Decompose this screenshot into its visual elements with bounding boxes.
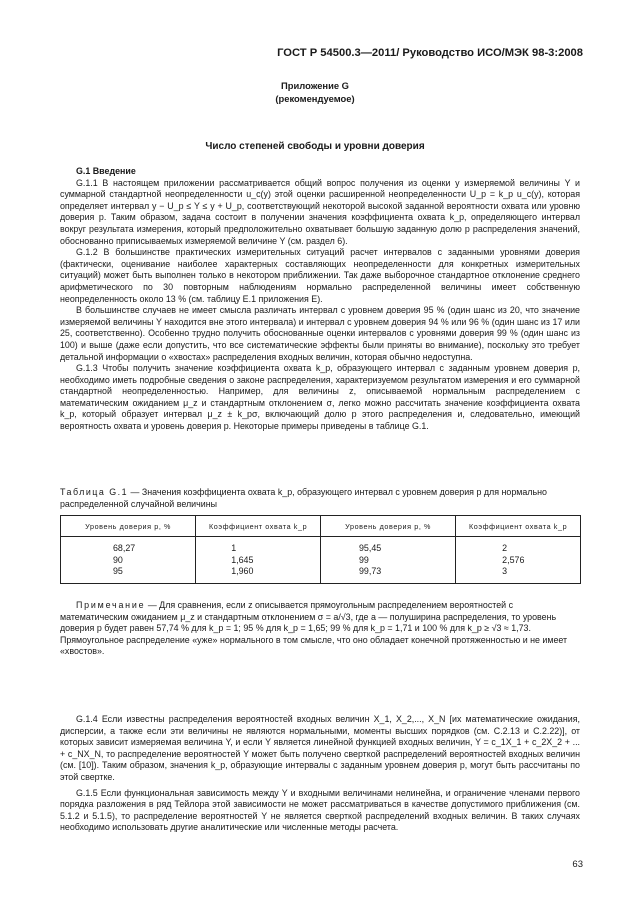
table-row [61,537,581,584]
table-caption [60,487,580,510]
body-text-bottom [60,714,580,834]
cell-value: 95,45 [358,543,382,553]
cell-value: 90 [113,554,123,565]
cell-value: 1,960 [231,566,254,576]
running-header: ГОСТ Р 54500.3—2011/ Руководство ИСО/МЭК 98-3:2008 [277,47,583,59]
paragraph-g1-2-cont: В большинстве случаев не имеет смысла различать интервал с уровнем доверия 95 % (один шанс из 20, что значение измеряемой величины Y находится вне этого интервала) и интервал с уровнем доверия 94 % или 96 % (один шанс из 17 или 25, соответственно). Особенно трудно получить обоснованные оценки интервалов с уровнями доверия 99 % (один шанс из 100) и выше (даже если допустить, что все систематические эффекты были приняты во внимание), поскольку это требует детальной информации о «хвостах» распределения входных величин, которая обычно недоступна. [60,305,580,362]
cell-value: 1 [231,543,237,553]
table-caption-text: — Значения коэффициента охвата k_p, образующего интервал с уровнем доверия p для нормально распределенной случайной величины [60,487,547,509]
cell-value: 95 [113,566,123,576]
cell-value: 99,73 [358,566,382,576]
cell-value: 99 [358,554,369,565]
body-text-top [60,166,580,433]
table-header-row [61,516,581,537]
table-note [60,600,580,658]
cell-value: 68,27 [113,543,136,553]
paragraph-g1-2: G.1.2 В большинстве практических измерительных ситуаций расчет интервалов с заданными уровнями доверия (фактически, оценивание наиболее характерных составляющих неопределенности для конкретных измерительных ситуаций) может быть выполнен только в некотором приближении. Так даже выборочное стандартное отклонение среднего арифметического по 30 повторным наблюдениям нормально распределенной величины имеет собственную неопределенность около 13 % (см. таблицу Е.1 приложения Е). [60,247,580,304]
table-cell [196,537,321,584]
table-header-cell: Коэффициент охвата k_p [456,516,581,537]
note-text: — Для сравнения, если z описывается прямоугольным распределением вероятностей с математическим ожиданием μ_z и стандартным отклонением σ = a/√3, где a — полуширина распределения, то уровень доверия p будет равен 57,74 % для k_p = 1; 95 % для k_p = 1,65; 99 % для k_p = 1,71 и 100 % для k_p ≥ √3 ≈ 1,73. Прямоугольное распределение «уже» нормального в том смысле, что оно обладает конечной протяженностью и не имеет «хвостов». [60,600,568,656]
paragraph-g1-3: G.1.3 Чтобы получить значение коэффициента охвата k_p, образующего интервал с заданным уровнем доверия p, необходимо иметь подробные сведения о законе распределения, характеризуемом результатом измерения и его суммарной стандартной неопределенностью. Например, для величины z, описываемой нормальным распределением с математическим ожиданием μ_z и стандартным отклонением σ, легко можно рассчитать значение коэффициента охвата k_p, который образует интервал μ_z ± k_pσ, включающий долю p этого распределения и, следовательно, имеющий вероятность охвата и уровень доверия p. Некоторые примеры приведены в таблице G.1. [60,363,580,432]
page-number: 63 [572,859,583,870]
main-title: Число степеней свободы и уровни доверия [205,141,425,152]
table-header-cell: Уровень доверия p, % [320,516,455,537]
coverage-factor-table [60,515,581,584]
paragraph-g1-1: G.1.1 В настоящем приложении рассматривается общий вопрос получения из оценки y измеряемой величины Y и суммарной стандартной неопределенности u_c(y) этой оценки расширенной неопределенности U_p = k_p u_c(y), которая определяет интервал y − U_p ≤ Y ≤ y + U_p, соответствующий некоторой высокой заданной вероятности охвата или уровню доверия p. Таким образом, задача состоит в получении значения коэффициента охвата k_p, определяющего интервал вокруг результата измерения, который предположительно охватывает большую заданную долю p распределения значений, обоснованно приписываемых измеряемой величине Y (см. раздел 6). [60,177,580,246]
appendix-title: Приложение G [281,80,349,91]
cell-value: 1,645 [231,554,254,565]
cell-value: 3 [502,566,508,576]
cell-value: 2,576 [502,554,525,565]
section-heading: G.1 Введение [76,166,136,176]
table-header-cell: Коэффициент охвата k_p [196,516,321,537]
paragraph-g1-5: G.1.5 Если функциональная зависимость между Y и входными величинами нелинейна, и ограничение членами первого порядка разложения в ряд Тейлора этой зависимости не может рассматриваться в качестве допустимого приближения (см. 5.1.2 и 5.1.5), то распределение вероятностей Y не является сверткой распределений входных величин. В таких случаях необходимо использовать другие аналитические или численные методы расчета. [60,787,580,833]
table-cell [61,537,196,584]
table-cell [320,537,455,584]
paragraph-g1-4: G.1.4 Если известны распределения вероятностей входных величин X_1, X_2,..., X_N [их математические ожидания, дисперсии, а также если эти величины не являются нормальными, моменты высших порядков (см. С.2.13 и С.2.22)], от которых зависит измеряемая величина Y, и если Y является линейной функцией входных величин, Y = c_1X_1 + c_2X_2 + ... + c_NX_N, то распределение вероятностей Y может быть получено сверткой распределений вероятностей входных величин (см. [10]). Таким образом, значения k_p, образующие интервалы с заданным уровнем доверия p, могут быть рассчитаны по этой свертке. [60,714,580,782]
table-caption-label: Таблица G.1 [60,487,129,497]
table-cell [456,537,581,584]
table-header-cell: Уровень доверия p, % [61,516,196,537]
note-label: Примечание [76,600,146,610]
cell-value: 2 [502,543,508,553]
appendix-status: (рекомендуемое) [275,93,355,104]
